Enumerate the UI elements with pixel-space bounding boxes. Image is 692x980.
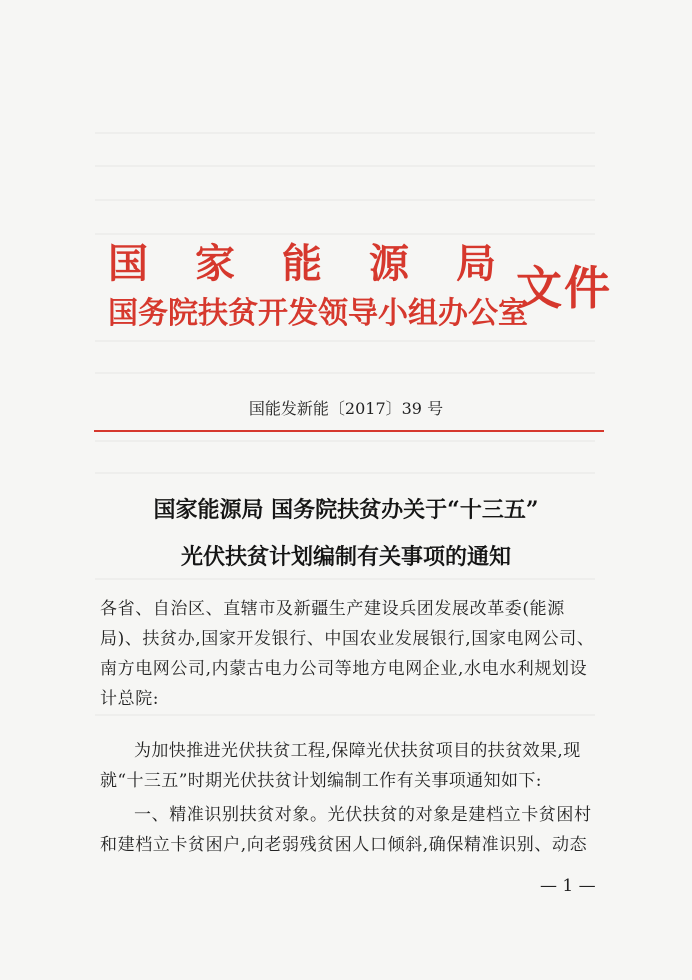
bleed-through-line [95, 340, 595, 342]
issuer-char: 家 [195, 240, 235, 287]
bleed-through-line [95, 440, 595, 442]
bleed-through-line [95, 165, 595, 167]
bleed-through-line [95, 132, 595, 134]
issuer-char: 局 [456, 240, 496, 287]
bleed-through-line [95, 233, 595, 235]
issuing-authorities [108, 240, 528, 336]
bleed-through-line [95, 199, 595, 201]
issuer-char: 能 [282, 240, 322, 287]
bleed-through-line [95, 578, 595, 580]
issuer-char: 国 [108, 240, 148, 287]
document-title-line-1: 国家能源局 国务院扶贫办关于“十三五” [153, 497, 539, 523]
document-title-line-2: 光伏扶贫计划编制有关事项的通知 [180, 544, 511, 570]
document-number: 国能发新能〔2017〕39 号 [248, 399, 444, 418]
issuer-poverty-alleviation-office: 国务院扶贫开发领导小组办公室 [108, 296, 528, 331]
document-type-label: 文件 [516, 261, 612, 315]
bleed-through-line [95, 372, 595, 374]
page-number: — 1 — [540, 876, 596, 896]
issuer-national-energy-administration [108, 240, 496, 288]
red-divider-line [94, 430, 604, 432]
issuer-char: 源 [369, 240, 409, 287]
bleed-through-line [95, 472, 595, 474]
body-paragraph-intro: 为加快推进光伏扶贫工程,保障光伏扶贫项目的扶贫效果,现就“十三五”时期光伏扶贫计划编制工作有关事项通知如下: [100, 741, 581, 791]
addressee-paragraph: 各省、自治区、直辖市及新疆生产建设兵团发展改革委(能源局)、扶贫办,国家开发银行、中国农业发展银行,国家电网公司、南方电网公司,内蒙古电力公司等地方电网企业,水电水利规划设计总院: [100, 599, 595, 709]
bleed-through-line [95, 714, 595, 716]
body-paragraph-section-1: 一、精准识别扶贫对象。光伏扶贫的对象是建档立卡贫困村和建档立卡贫困户,向老弱残贫困人口倾斜,确保精准识别、动态 [100, 805, 592, 855]
